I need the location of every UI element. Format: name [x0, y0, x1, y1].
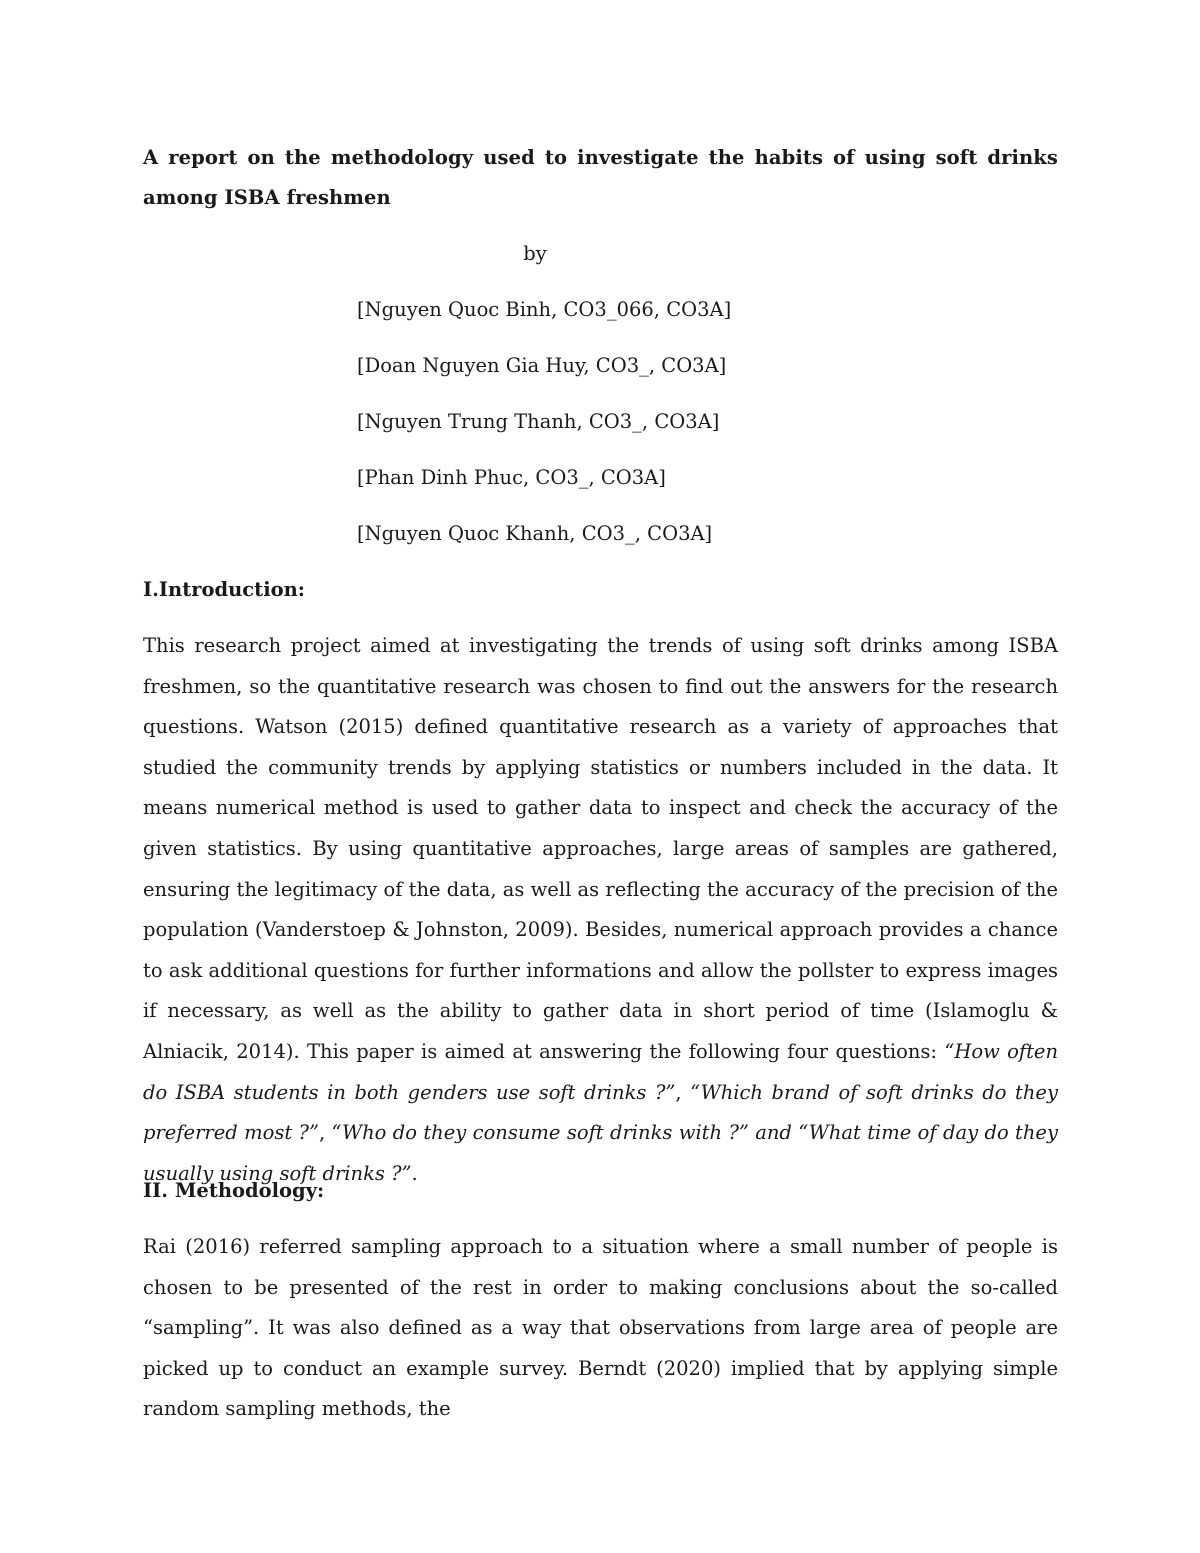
- research-question-3: “Who do they consume soft drinks with ?”: [331, 1121, 749, 1145]
- introduction-paragraph: [143, 626, 1058, 1194]
- author-entry: [Nguyen Trung Thanh, CO3_, CO3A]: [357, 410, 720, 433]
- introduction-heading: I.Introduction:: [143, 578, 305, 601]
- methodology-paragraph: Rai (2016) referred sampling approach to a situation where a small number of people is chosen to be presented of the rest in order to making conclusions about the so-called “sampling”. It was also defined as a way that observations from large area of people are picked up to conduct an example survey. Berndt (2020) implied that by applying simple random sampling methods, the: [143, 1235, 1058, 1421]
- author-entry: [Nguyen Quoc Khanh, CO3_, CO3A]: [357, 522, 713, 545]
- by-label: by: [523, 242, 547, 265]
- methodology-heading: II. Methodology:: [143, 1179, 325, 1202]
- introduction-body: This research project aimed at investigating the trends of using soft drinks among ISBA freshmen, so the quantitative research was chosen to find out the answers for the research questions. Watson (2015) defined quantitative research as a variety of approaches that studied the community trends by applying statistics or numbers included in the data. It means numerical method is used to gather data to inspect and check the accuracy of the given statistics. By using quantitative approaches, large areas of samples are gathered, ensuring the legitimacy of the data, as well as reflecting the accuracy of the precision of the population (Vanderstoep & Johnston, 2009). Besides, numerical approach provides a chance to ask additional questions for further informations and allow the pollster to express images if necessary, as well as the ability to gather data in short period of time (Islamoglu & Alniacik, 2014). This paper is aimed at answering the following four questions:: [143, 634, 1058, 1063]
- report-title: A report on the methodology used to investigate the habits of using soft drinks among ISBA freshmen: [143, 146, 1058, 209]
- paragraph-ending: .: [411, 1161, 418, 1185]
- question-separator: and: [748, 1121, 799, 1145]
- question-separator: ,: [318, 1121, 332, 1145]
- research-question-4: “What time of day do they usually using soft drinks ?”: [143, 1121, 1058, 1185]
- research-question-1: “How often do ISBA students in both genders use soft drinks ?”: [143, 1039, 1059, 1104]
- author-entry: [Doan Nguyen Gia Huy, CO3_, CO3A]: [357, 354, 727, 377]
- author-list: [357, 292, 731, 572]
- question-separator: ,: [675, 1080, 691, 1104]
- research-question-2: “Which brand of soft drinks do they preferred most ?”: [143, 1080, 1058, 1145]
- author-entry: [Phan Dinh Phuc, CO3_, CO3A]: [357, 466, 666, 489]
- author-entry: [Nguyen Quoc Binh, CO3_066, CO3A]: [357, 298, 732, 321]
